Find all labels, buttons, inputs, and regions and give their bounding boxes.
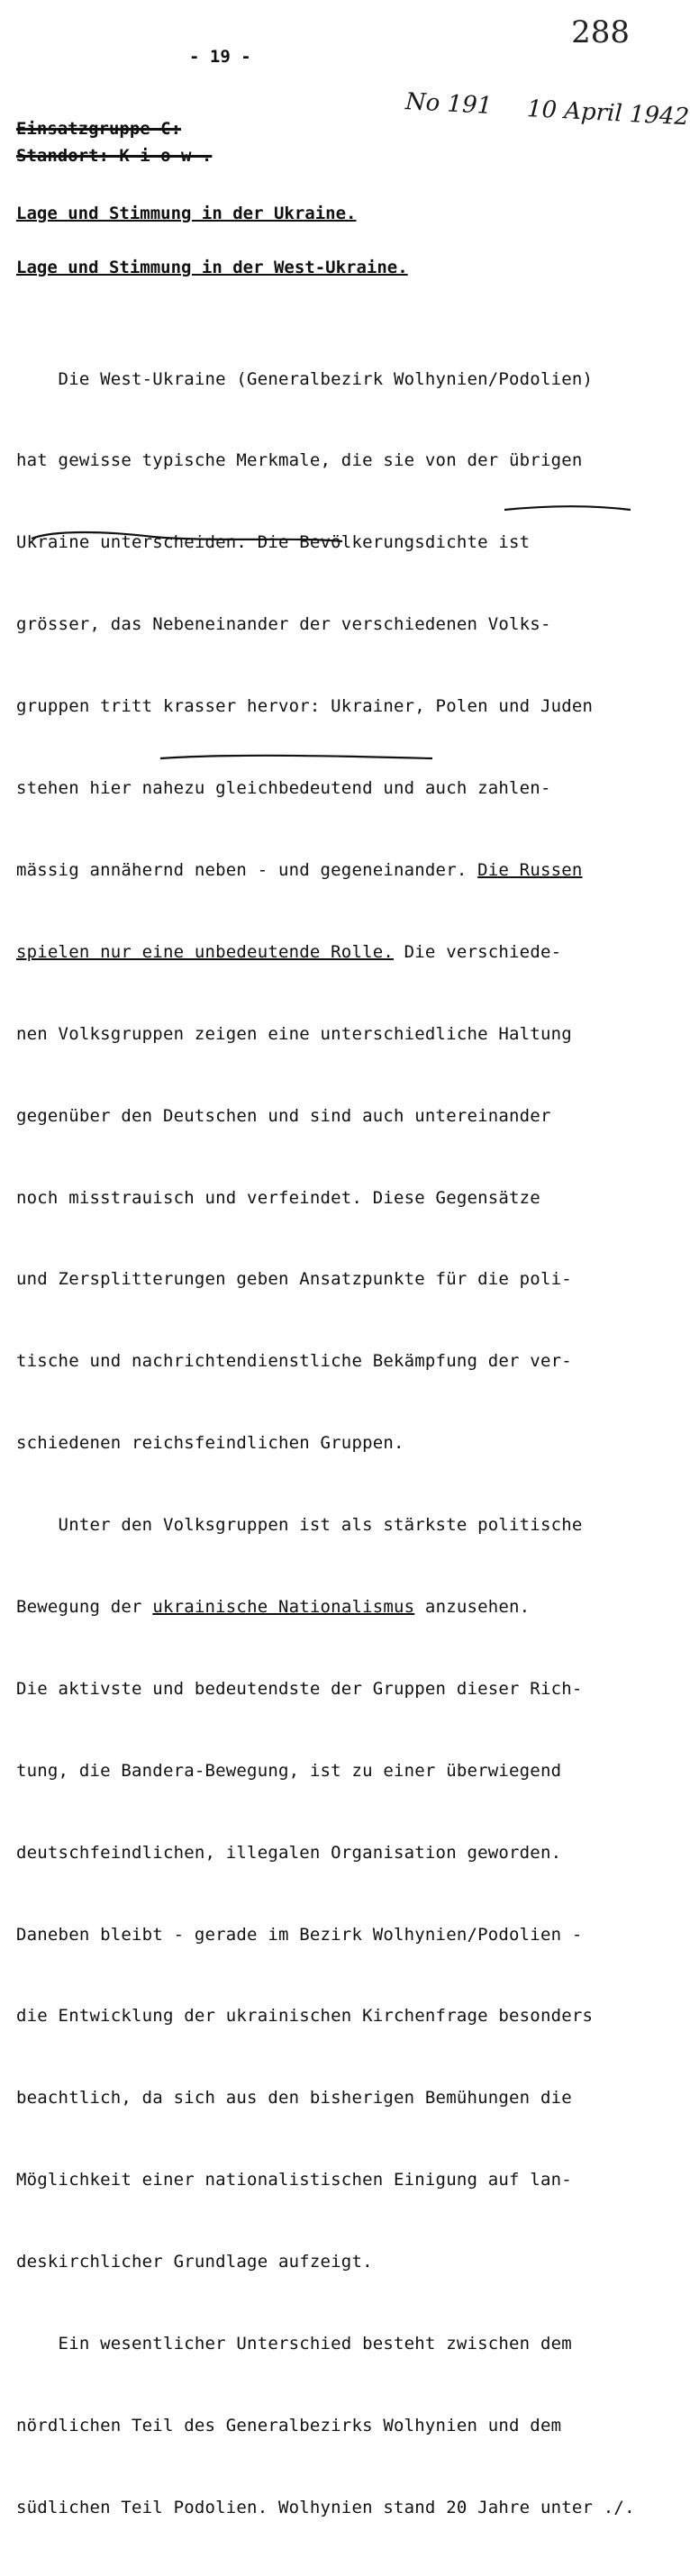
text-line bbox=[16, 857, 660, 884]
continuation-mark: ./. bbox=[603, 2497, 635, 2517]
underlined-phrase-rolle: spielen nur eine unbedeutende Rolle. bbox=[16, 941, 395, 962]
text-line: grösser, das Nebeneinander der verschiedenen Volks- bbox=[16, 614, 551, 635]
struck-header-line-1: Einsatzgruppe C: bbox=[16, 119, 182, 139]
text-line: deutschfeindlichen, illegalen Organisation geworden. bbox=[16, 1842, 562, 1863]
text-line bbox=[16, 2494, 660, 2521]
text-segment: südlichen Teil Podolien. Wolhynien stand 20 Jahre unter bbox=[16, 2497, 594, 2517]
text-line: Unter den Volksgruppen ist als stärkste politische bbox=[16, 1515, 583, 1536]
text-line: Ein wesentlicher Unterschied besteht zwischen dem bbox=[16, 2333, 572, 2354]
text-line: Ukraine unterscheiden. Die Bevölkerungsdichte ist bbox=[16, 532, 531, 553]
text-segment: Die verschiede- bbox=[394, 941, 562, 962]
underlined-phrase-nationalismus: ukrainische Nationalismus bbox=[152, 1596, 415, 1617]
section-heading-ukraine: Lage und Stimmung in der Ukraine. bbox=[16, 204, 357, 223]
text-line: nördlichen Teil des Generalbezirks Wolhynien und dem bbox=[16, 2415, 562, 2435]
archive-page-number: 288 bbox=[571, 14, 630, 50]
text-line: die Entwicklung der ukrainischen Kirchenfrage besonders bbox=[16, 2006, 594, 2027]
text-segment: Bewegung der bbox=[16, 1596, 153, 1617]
text-line: schiedenen reichsfeindlichen Gruppen. bbox=[16, 1433, 404, 1454]
text-line: tung, die Bandera-Bewegung, ist zu einer überwiegend bbox=[16, 1760, 562, 1781]
handwritten-date: 10 April 1942 bbox=[526, 95, 690, 132]
text-line: beachtlich, da sich aus den bisherigen Bemühungen die bbox=[16, 2088, 572, 2109]
text-segment: mässig annähernd neben - und gegeneinander. bbox=[16, 859, 468, 880]
text-line: stehen hier nahezu gleichbedeutend und auch zahlen- bbox=[16, 778, 551, 799]
text-line: und Zersplitterungen geben Ansatzpunkte für die poli- bbox=[16, 1269, 572, 1290]
text-line: noch misstrauisch und verfeindet. Diese Gegensätze bbox=[16, 1187, 540, 1208]
text-line: Die West-Ukraine (Generalbezirk Wolhynien/Podolien) bbox=[16, 368, 594, 389]
section-heading-west-ukraine: Lage und Stimmung in der West-Ukraine. bbox=[16, 258, 408, 277]
text-line: gruppen tritt krasser hervor: Ukrainer, Polen und Juden bbox=[16, 696, 594, 717]
page-number: - 19 - bbox=[189, 47, 251, 67]
text-line: gegenüber den Deutschen und sind auch untereinander bbox=[16, 1105, 551, 1126]
text-line: Möglichkeit einer nationalistischen Einigung auf lan- bbox=[16, 2170, 572, 2191]
text-line: nen Volksgruppen zeigen eine unterschiedliche Haltung bbox=[16, 1023, 572, 1044]
underlined-phrase-russen: Die Russen bbox=[477, 859, 583, 880]
struck-header-line-2: Standort: K i o w . bbox=[16, 146, 213, 166]
text-line: Daneben bleibt - gerade im Bezirk Wolhynien/Podolien - bbox=[16, 1924, 583, 1945]
text-line: Die aktivste und bedeutendste der Gruppen dieser Rich- bbox=[16, 1678, 583, 1699]
text-line: tische und nachrichtendienstliche Bekämpfung der ver- bbox=[16, 1351, 572, 1372]
text-segment: anzusehen. bbox=[414, 1596, 531, 1617]
text-line: deskirchlicher Grundlage aufzeigt. bbox=[16, 2252, 373, 2272]
text-line bbox=[16, 939, 660, 966]
text-line: hat gewisse typische Merkmale, die sie von der übrigen bbox=[16, 450, 583, 471]
text-line bbox=[16, 1593, 660, 1620]
handwritten-document-number: No 191 bbox=[404, 88, 493, 121]
body-text bbox=[16, 311, 660, 2576]
